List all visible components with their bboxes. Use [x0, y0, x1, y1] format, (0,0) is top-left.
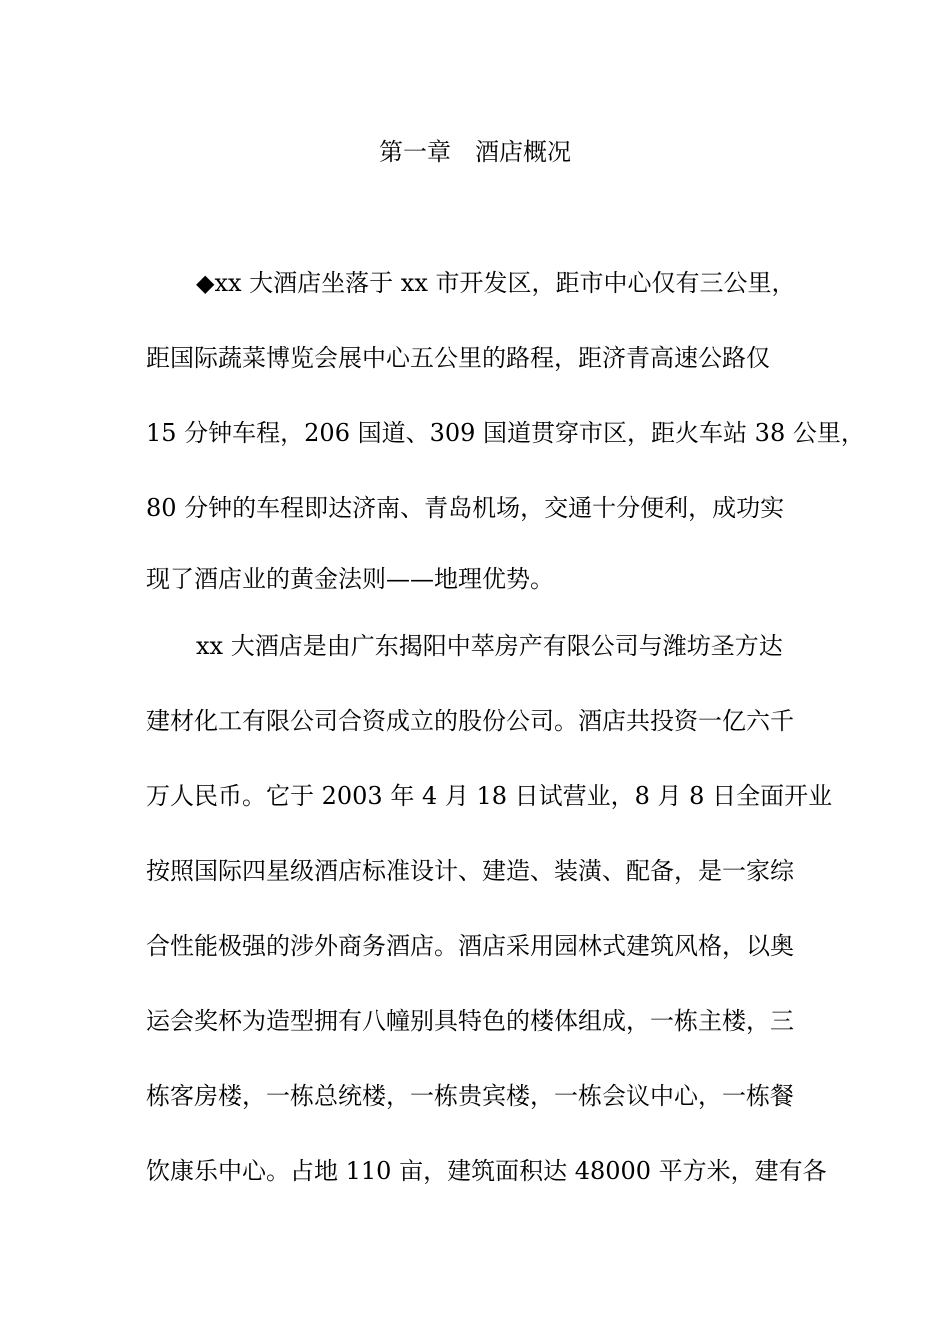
paragraph-2-line-6: 运会奖杯为造型拥有八幢别具特色的楼体组成，一栋主楼，三 [146, 1007, 794, 1035]
paragraph-2-line-1: xx 大酒店是由广东揭阳中萃房产有限公司与潍坊圣方达 [196, 632, 783, 660]
paragraph-1-line-3: 15 分钟车程，206 国道、309 国道贯穿市区，距火车站 38 公里， [146, 419, 865, 447]
paragraph-1-line-2: 距国际蔬菜博览会展中心五公里的路程，距济青高速公路仅 [146, 344, 770, 372]
chapter-title: 第一章 酒店概况 [379, 138, 571, 166]
paragraph-1-line-5: 现了酒店业的黄金法则——地理优势。 [146, 565, 554, 593]
paragraph-1-line-1: ◆xx 大酒店坐落于 xx 市开发区，距市中心仅有三公里， [196, 269, 796, 297]
paragraph-2-line-4: 按照国际四星级酒店标准设计、建造、装潢、配备，是一家综 [146, 857, 794, 885]
paragraph-2-line-7: 栋客房楼，一栋总统楼，一栋贵宾楼，一栋会议中心，一栋餐 [146, 1082, 794, 1110]
paragraph-2-line-3: 万人民币。它于 2003 年 4 月 18 日试营业，8 月 8 日全面开业 [146, 782, 833, 810]
paragraph-1-line-4: 80 分钟的车程即达济南、青岛机场，交通十分便利，成功实 [146, 494, 785, 522]
paragraph-2-line-5: 合性能极强的涉外商务酒店。酒店采用园林式建筑风格，以奥 [146, 932, 794, 960]
paragraph-2-line-8: 饮康乐中心。占地 110 亩，建筑面积达 48000 平方米，建有各 [146, 1157, 827, 1185]
paragraph-2-line-2: 建材化工有限公司合资成立的股份公司。酒店共投资一亿六千 [146, 707, 794, 735]
